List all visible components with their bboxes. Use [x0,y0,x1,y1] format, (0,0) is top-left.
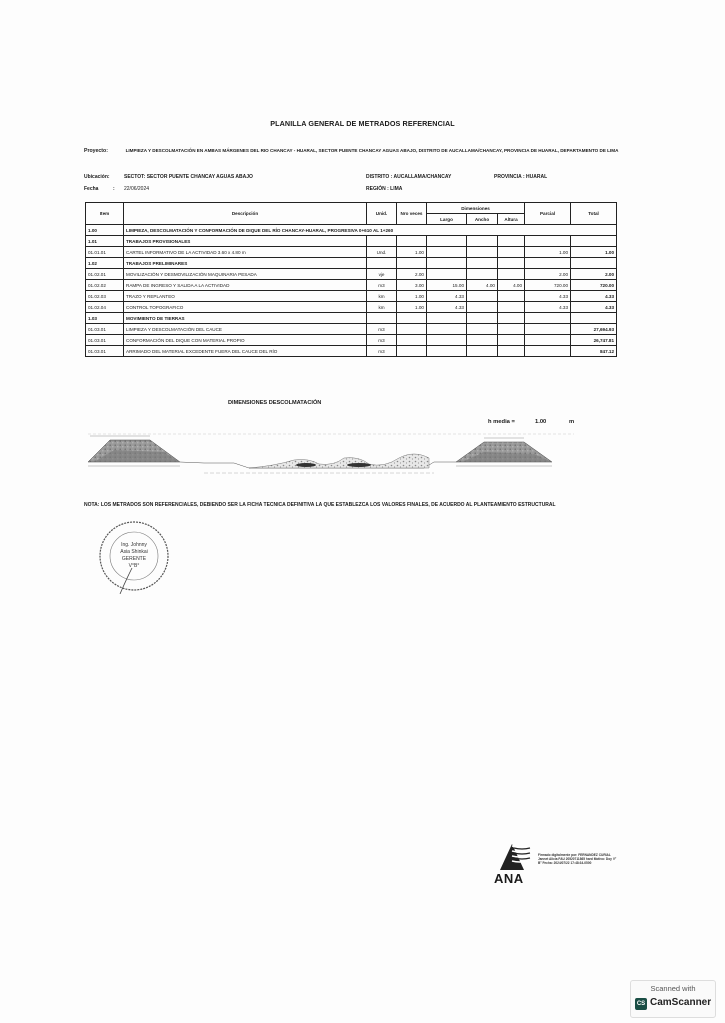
right-dike [456,438,552,466]
cell-unid [367,258,397,269]
cell-descripcion: LIMPIEZA Y DESCOLMATACIÓN DEL CAUCE [124,324,367,335]
cell-largo [427,324,467,335]
cell-total [571,313,617,324]
cell-descripcion: TRAZO Y REPLANTEO [124,291,367,302]
table-row [86,324,617,335]
cell-parcial [525,236,571,247]
cell-ancho [467,291,498,302]
cell-total: 26,747.81 [571,335,617,346]
metrados-table [85,202,617,357]
cell-parcial: 2.00 [525,269,571,280]
cell-ancho: 4.00 [467,280,498,291]
proyecto-label: Proyecto: [84,148,108,154]
header-ancho: Ancho [467,214,498,225]
header-altura: Altura [498,214,525,225]
cell-veces [397,335,427,346]
header-parcial: Parcial [525,203,571,225]
distrito: DISTRITO : AUCALLAMA/CHANCAY [366,174,452,180]
cell-descripcion: CONFORMACIÓN DEL DIQUE CON MATERIAL PROPIO [124,335,367,346]
cell-descripcion: MOVILIZACIÓN Y DESMOVILIZACIÓN MAQUINARIA PESADA [124,269,367,280]
cell-veces [397,346,427,357]
cell-item: 1.03 [86,313,124,324]
cell-total: 4.33 [571,302,617,313]
cell-largo [427,335,467,346]
header-total: Total [571,203,617,225]
engineer-stamp [96,518,172,594]
cross-section-diagram [84,428,584,483]
camscanner-watermark [630,980,716,1018]
cell-altura [498,247,525,258]
fecha-separator: : [113,186,115,192]
cell-largo [427,313,467,324]
region: REGIÓN : LIMA [366,186,403,192]
cell-largo [427,236,467,247]
riverbed [180,454,456,473]
header-unid: Unid. [367,203,397,225]
table-row [86,302,617,313]
cell-unid: m3 [367,335,397,346]
h-media-label: h media = [488,419,515,425]
stamp-line-2: Asia Shinkai [120,549,148,555]
cell-total [571,236,617,247]
cell-item: 01.02.01 [86,269,124,280]
cell-veces [397,313,427,324]
h-media-unit: m [569,419,575,425]
cell-veces: 1.00 [397,302,427,313]
stamp-line-4: V°B° [128,563,140,569]
table-section-row [86,258,617,269]
cell-ancho [467,313,498,324]
cell-largo [427,269,467,280]
cell-ancho [467,247,498,258]
cell-altura [498,313,525,324]
cell-total: 1.00 [571,247,617,258]
cell-veces [397,236,427,247]
cell-item: 1.01 [86,236,124,247]
cell-parcial: 4.33 [525,291,571,302]
cell-veces: 1.00 [397,247,427,258]
scanned-with-text: Scanned with [650,984,696,993]
cell-altura: 4.00 [498,280,525,291]
table-row [86,269,617,280]
cell-item: 01.03.01 [86,346,124,357]
cell-altura [498,269,525,280]
cell-unid: m3 [367,346,397,357]
table-row [86,247,617,258]
cell-unid: m3 [367,280,397,291]
nota-text: NOTA: LOS METRADOS SON REFERENCIALES, DEBIENDO SER LA FICHA TECNICA DEFINITIVA LA QUE ESTABLEZCA LOS VALORES FINALES, DE ACUERDO AL PLANTEAMIENTO ESTRUCTURAL [84,502,556,508]
cell-ancho [467,335,498,346]
cell-parcial: 1.00 [525,247,571,258]
cell-altura [498,346,525,357]
cell-total: 847.12 [571,346,617,357]
header-largo: Largo [427,214,467,225]
cell-unid: m3 [367,324,397,335]
cell-unid [367,313,397,324]
cell-ancho [467,258,498,269]
cell-descripcion: MOVIMIENTO DE TIERRAS [124,313,367,324]
document-title: PLANILLA GENERAL DE METRADOS REFERENCIAL [270,119,455,128]
cell-item: 1.02 [86,258,124,269]
fecha-label: Fecha [84,186,99,192]
cell-ancho [467,269,498,280]
cell-unid [367,236,397,247]
cell-ancho [467,346,498,357]
ubicacion-label: Ubicación: [84,174,110,180]
cell-largo: 4.33 [427,291,467,302]
cell-largo: 4.33 [427,302,467,313]
cell-parcial [525,313,571,324]
cell-parcial: 720.00 [525,280,571,291]
cell-parcial: 4.33 [525,302,571,313]
h-media-value: 1.00 [535,419,547,425]
left-dike [88,436,180,466]
cell-unid: km [367,291,397,302]
table-row-main [86,225,617,236]
cell-item: 01.02.03 [86,291,124,302]
ana-logo-text: ANA [494,871,524,886]
table-section-row [86,313,617,324]
cell-total: 27,694.93 [571,324,617,335]
cell-ancho [467,302,498,313]
cell-item: 01.02.04 [86,302,124,313]
cell-item: 01.01.01 [86,247,124,258]
cell-largo [427,258,467,269]
cell-veces: 2.00 [397,269,427,280]
stamp-line-3: GERENTE [121,556,147,562]
cell-total [571,258,617,269]
header-dimensiones: Dimensiones [427,203,525,214]
cell-veces [397,324,427,335]
cell-altura [498,335,525,346]
proyecto-text: LIMPIEZA Y DESCOLMATACIÓN EN AMBAS MÁRGENES DEL RIO CHANCAY - HUARAL, SECTOR PUENTE CHANCAY AGUAS ABAJO, DISTRITO DE AUCALLAMA/CHANCAY, PROVINCIA DE HUARAL, DEPARTAMENTO DE LIMA [125,148,619,153]
cell-item: 1.00 [86,225,124,236]
header-nro-veces: Nro veces [397,203,427,225]
cell-descripcion: RAMPA DE INGRESO Y SALIDA A LA ACTIVIDAD [124,280,367,291]
cell-altura [498,302,525,313]
cell-parcial [525,346,571,357]
digital-signature-text: Firmado digitalmente por: FERNANDEZ CURIAL Jannet Alicia FAU 20520711865 hard Motivo: Doy V° B° Fecha: 2024/07/22 17:48:34-0500 [538,853,617,865]
header-item: Item [86,203,124,225]
fecha-value: 22/06/2024 [124,186,150,192]
cell-largo [427,247,467,258]
cell-item: 01.03.01 [86,335,124,346]
table-section-row [86,236,617,247]
table-row [86,280,617,291]
header-descripcion: Descripción [124,203,367,225]
cell-unid: km [367,302,397,313]
cell-largo [427,346,467,357]
cell-item: 01.03.01 [86,324,124,335]
table-row [86,291,617,302]
cell-ancho [467,236,498,247]
cell-total: 720.00 [571,280,617,291]
cell-veces: 1.00 [397,291,427,302]
cell-unid: vje [367,269,397,280]
cell-altura [498,236,525,247]
cell-altura [498,324,525,335]
ubicacion-value: SECTOT: SECTOR PUENTE CHANCAY AGUAS ABAJO [124,174,253,180]
table-row [86,335,617,346]
cell-descripcion: TRABAJOS PROVISIONALES [124,236,367,247]
cell-parcial [525,335,571,346]
cell-total: 2.00 [571,269,617,280]
ana-logo-icon [496,842,532,872]
cell-largo: 15.00 [427,280,467,291]
camscanner-brand: CamScanner [650,997,712,1008]
table-row [86,346,617,357]
cell-altura [498,291,525,302]
cell-descripcion: TRABAJOS PRELIMINARES [124,258,367,269]
cell-ancho [467,324,498,335]
cell-descripcion: ARRIMADO DEL MATERIAL EXCEDENTE FUERA DEL CAUCE DEL RÍO [124,346,367,357]
cell-veces [397,258,427,269]
camscanner-logo-icon: CS [635,998,647,1010]
cell-unid: Und. [367,247,397,258]
cell-descripcion: LIMPIEZA, DESCOLMATACIÓN Y CONFORMACIÓN DE DIQUE DEL RÍO CHANCAY-HUARAL, PROGRESIVA 0+610 AL 1+260 [124,225,617,236]
cell-item: 01.02.02 [86,280,124,291]
stamp-line-1: Ing. Johnny [121,542,147,548]
provincia: PROVINCIA : HUARAL [494,174,548,180]
cell-descripcion: CARTEL INFORMATIVO DE LA ACTIVIDAD 3.60 x 4.80 m [124,247,367,258]
cell-parcial [525,258,571,269]
cell-parcial [525,324,571,335]
cell-total: 4.33 [571,291,617,302]
cell-veces: 3.00 [397,280,427,291]
cell-descripcion: CONTROL TOPOGRAFICO [124,302,367,313]
dimensiones-title: DIMENSIONES DESCOLMATACIÓN [228,400,322,406]
cell-altura [498,258,525,269]
